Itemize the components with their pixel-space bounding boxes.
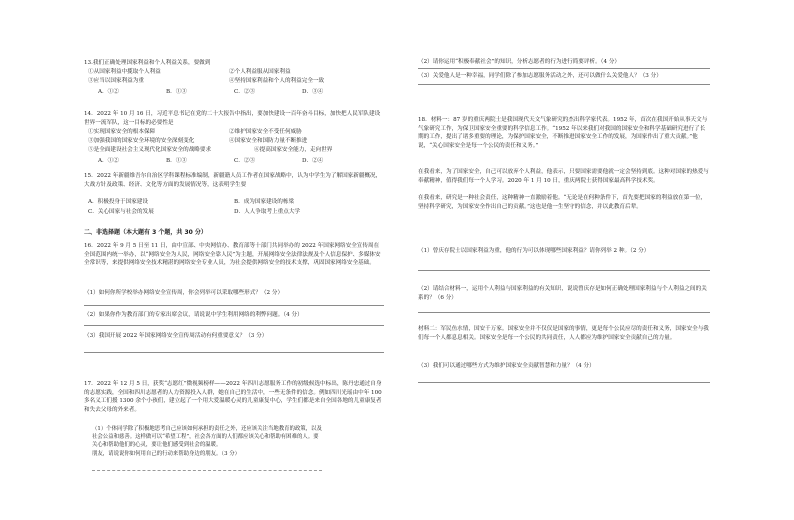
q17-sub-1b: 朋友，请说说你如何用自己的行动来帮助身边的朋友。（3 分） — [92, 451, 240, 457]
q14-option-6: ⑥提高国家安全能力，走向世界 — [254, 147, 333, 153]
q15-choice-d: D．人人争取考上重点大学 — [234, 209, 301, 215]
q16-intro: 16．2022 年 9 月 5 日至 11 日，由中宣部、中央网信办、教育部等十部门共同举办的 2022 年国家网络安全宣传周在全国范围内统一举办，以“网络安全为人民，网络安全靠人民”为主题，开展网络安全法律法规及个人信息保护、多媒体安全常识等，来提供网络安全技术精湛的网络安全专业人员，为社会提供网络安全的技术支撑，巩固国家网络安全基础。 — [84, 243, 381, 267]
q14-option-2: ②维护国家安全不受任何威胁 — [229, 129, 302, 135]
q14-choice-c: C．②③ — [234, 158, 256, 164]
answer-line — [418, 270, 710, 271]
q17-intro: 17．2022 年 12 月 5 日，获奖“志愿红”微视频榜样——2022 年四川志愿服务工作的初级候选中标出，陈丹忠通过自身的志愿实践，全国和四川志愿者的人力资源投入人群，她在自己的生活中，一些无条件的信念。例如四川光瑶由中年 100 多名义工们援 1300 余个小孩们，建立起了一个用大爱温暖心灵的儿童康复中心，学生们都是来自全国各地的儿童康复者和失去父母的外来者。 — [84, 381, 384, 413]
q17-sub-1: （1）个体同学除了积极地思考自己应该如何承担的责任之外，还应该关注当地教育的政策，以及社会公益和慈善。这样做可以“希望工程”，社会各方面的人们都应该关心和帮助有困难的人。要关心和帮助他们的心灵，要让他们感受到社会的温暖。 — [92, 426, 322, 449]
q15-choice-c: C．关心国家与社会的发展 — [88, 209, 154, 215]
section-2-heading: 二、非选择题（本大题有 3 个题，共 30 分） — [84, 229, 207, 236]
answer-line — [418, 68, 710, 69]
q13-choice-b: B．①③ — [166, 89, 187, 95]
q13-stem: 13.我们正确处理国家利益和个人利益关系，要做到 — [84, 60, 211, 66]
q18-sub-1: （1）曾庆存院士以国家利益为重，他的行为可以体现哪些国家利益？请你列举 2 种。（2 分） — [418, 248, 650, 254]
q16-sub-2: （2）如果你作为教育部门的专家出席会议，请说说中学生利用网络的利弊问题。（4 分） — [84, 312, 303, 318]
q14-option-3: ③加强我国的国家安全环境的安全深刻变化 — [88, 138, 195, 144]
answer-line — [92, 470, 322, 471]
q18-sub-3: （3）我们可以通过哪些方式为维护国家安全贡献智慧和力量？（4 分） — [418, 363, 595, 369]
q14-stem: 14．2022 年 10 月 16 日，习近平总书记在党的二十大报告中指出，要加快建设一百年奋斗目标，加快把人民军队建设世界一流军队，这一目标的必要性是 — [84, 111, 381, 126]
q18-material-2: 材料二：军民鱼水情，国安千万家。国家安全并不仅仅是国家的事情，更是每个公民应尽的责任和义务，国家安全与我们每一个人都息息相关。国家安全是每一个公民的共同责任，人人都应为维护国家安全贡献自己的力量。 — [418, 326, 709, 341]
q17-sub-2: （2）请你运用“积极奉献社会”的知识，分析志愿者的行为进行简要评析。（4 分） — [418, 59, 621, 65]
q14-option-4: ④国家安全和国防力量不断推进 — [229, 138, 308, 144]
q14-option-5: ⑤是全面建设社会主义现代化国家安全的战略要求 — [88, 147, 212, 153]
q13-option-1: ①从国家利益中揽取个人利益 — [88, 69, 161, 75]
q14-choice-d: D．②④ — [302, 158, 324, 164]
q13-option-2: ②个人利益服从国家利益 — [229, 69, 291, 75]
q18-material-1c: 在我看来，研究是一种社会责任，这种精神一直激励着他。“无论是在何种条件下，首先要把国家的利益放在第一位，坚持科学研究，为国家安全作出自己的贡献。”这也是他一生坚守的信念，并以此教育后辈。 — [418, 195, 707, 210]
q14-choice-a: A．①② — [98, 158, 119, 164]
q15-choice-a: A．积极投身于国家建设 — [88, 199, 148, 205]
q13-choice-c: C．②③ — [234, 89, 256, 95]
q15-stem: 15．2022 年新疆维吾尔自治区学科课程标准编制，新疆籍人员工作者在国家战略中，认为中学生为了解国家新疆概况，大战方针及政策、经济、文化等方面的发展情况等，这表明学生要 — [84, 173, 382, 188]
q18-sub-2: （2）请结合材料一，运用个人利益与国家利益的有关知识，说说曾庆存是如何正确处理国家利益与个人利益之间的关系的？（6 分） — [418, 286, 707, 301]
q13-choice-d: D．③④ — [302, 89, 324, 95]
q18-material-1b: 在我看来，为了国家安全，自己可以放弃个人利益，他表示，只要国家需要他就一定会坚持到底。这种对国家的热爱与奉献精神，值得我们每一个人学习。2020 年 1 月 10 日，重庆两院士获得国家最高科学技术奖。 — [418, 169, 709, 184]
answer-line — [418, 84, 710, 85]
q18-material-1: 18．材料一：87 岁的重庆两院士是我国现代天文气象研究的杰出科学家代表。1952 年，首次在我国开始从事天文与气象研究工作，为保卫国家安全重要的科学信息工作。“1952 年以来我们对我国的国家安全和科学基础研究进行了长期的工作，提出了诸多重要的理论，为保护国家安全，不断推进国家安全工作的发展，为国家作出了重大贡献。”他说，“关心国家安全是每一个公民的责任和义务。” — [418, 117, 708, 149]
q16-sub-1: （1）如何你所学校举办网络安全宣传周，你会列举可以采取哪些形式？（2 分） — [84, 290, 284, 296]
answer-line — [84, 352, 384, 353]
answer-line — [418, 312, 710, 313]
q14-option-1: ①实现国家安全的根本保障 — [88, 129, 156, 135]
q17-sub-3: （3）关爱他人是一种幸福，同学们除了参加志愿服务活动之外，还可以做什么关爱他人？（3 分） — [418, 73, 662, 79]
q14-choice-b: B．①③ — [166, 158, 187, 164]
q13-choice-a: A．①② — [98, 89, 119, 95]
q16-sub-3: （3）我国开展 2022 年国家网络安全宣传周活动有何重要意义？（3 分） — [84, 333, 268, 339]
answer-line — [84, 325, 384, 326]
answer-line — [418, 382, 710, 383]
q15-choice-b: B．成为国家建设的栋梁 — [234, 199, 295, 205]
q13-option-3: ③应当以国家利益为重 — [88, 78, 144, 84]
answer-line — [84, 305, 384, 306]
q13-option-4: ④坚持国家利益和个人的利益完全一致 — [229, 78, 325, 84]
